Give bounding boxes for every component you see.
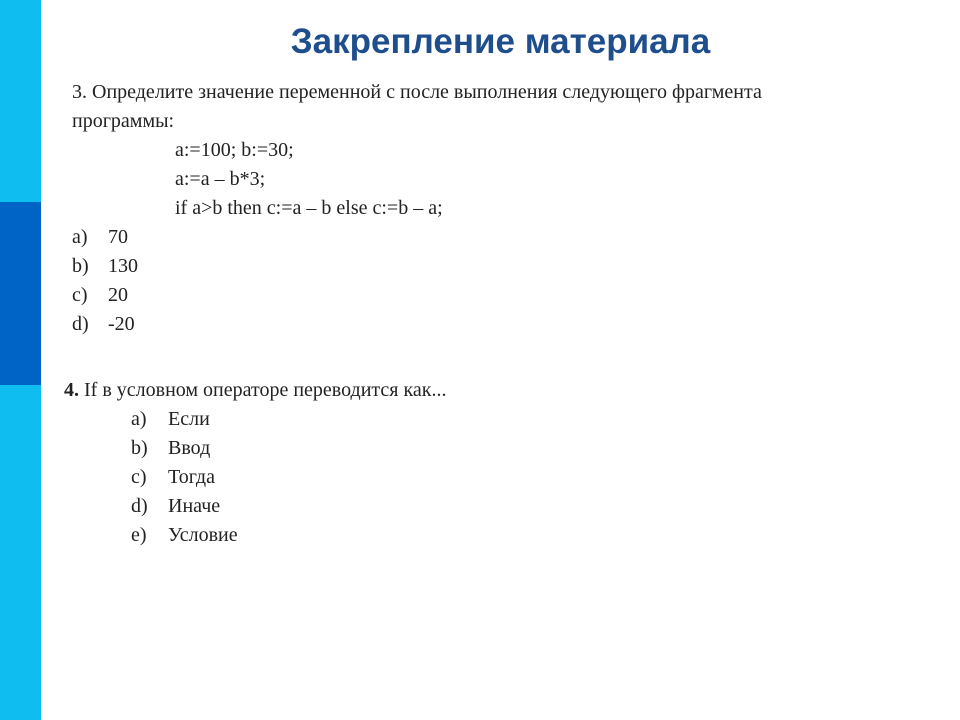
- question-4: [64, 376, 924, 550]
- answer-option-b: [72, 252, 932, 281]
- option-value: Тогда: [168, 466, 215, 488]
- option-value: 130: [108, 255, 138, 277]
- answer-option-e: [131, 521, 924, 550]
- question-4-options: [64, 405, 924, 550]
- option-letter: c): [72, 284, 88, 306]
- code-line: if a>b then c:=a – b else c:=b – a;: [175, 197, 443, 219]
- question-3: [72, 78, 932, 339]
- question-4-number: 4.: [64, 379, 79, 401]
- code-line: a:=a – b*3;: [175, 168, 266, 190]
- option-letter: a): [131, 408, 147, 430]
- option-value: Ввод: [168, 437, 211, 459]
- option-letter: d): [131, 495, 148, 517]
- answer-option-a: [131, 405, 924, 434]
- answer-option-b: [131, 434, 924, 463]
- option-letter: b): [72, 255, 89, 277]
- option-value: 20: [108, 284, 128, 306]
- answer-option-d: [131, 492, 924, 521]
- option-letter: e): [131, 524, 147, 546]
- question-3-text-line-2: программы:: [72, 110, 175, 132]
- option-value: Если: [168, 408, 210, 430]
- option-value: Условие: [168, 524, 238, 546]
- option-letter: a): [72, 226, 88, 248]
- answer-option-d: [72, 310, 932, 339]
- sidebar-accent-band: [0, 202, 41, 385]
- answer-option-a: [72, 223, 932, 252]
- answer-option-c: [72, 281, 932, 310]
- question-4-text: [64, 376, 924, 405]
- slide-title: Закрепление материала: [290, 22, 711, 61]
- question-3-text-line-1: 3. Определите значение переменной с после выполнения следующего фрагмента: [72, 81, 762, 103]
- question-4-body: If в условном операторе переводится как...: [79, 379, 447, 401]
- option-value: -20: [108, 313, 135, 335]
- option-value: Иначе: [168, 495, 221, 517]
- answer-option-c: [131, 463, 924, 492]
- option-letter: b): [131, 437, 148, 459]
- option-value: 70: [108, 226, 128, 248]
- code-line: a:=100; b:=30;: [175, 139, 294, 161]
- option-letter: d): [72, 313, 89, 335]
- option-letter: c): [131, 466, 147, 488]
